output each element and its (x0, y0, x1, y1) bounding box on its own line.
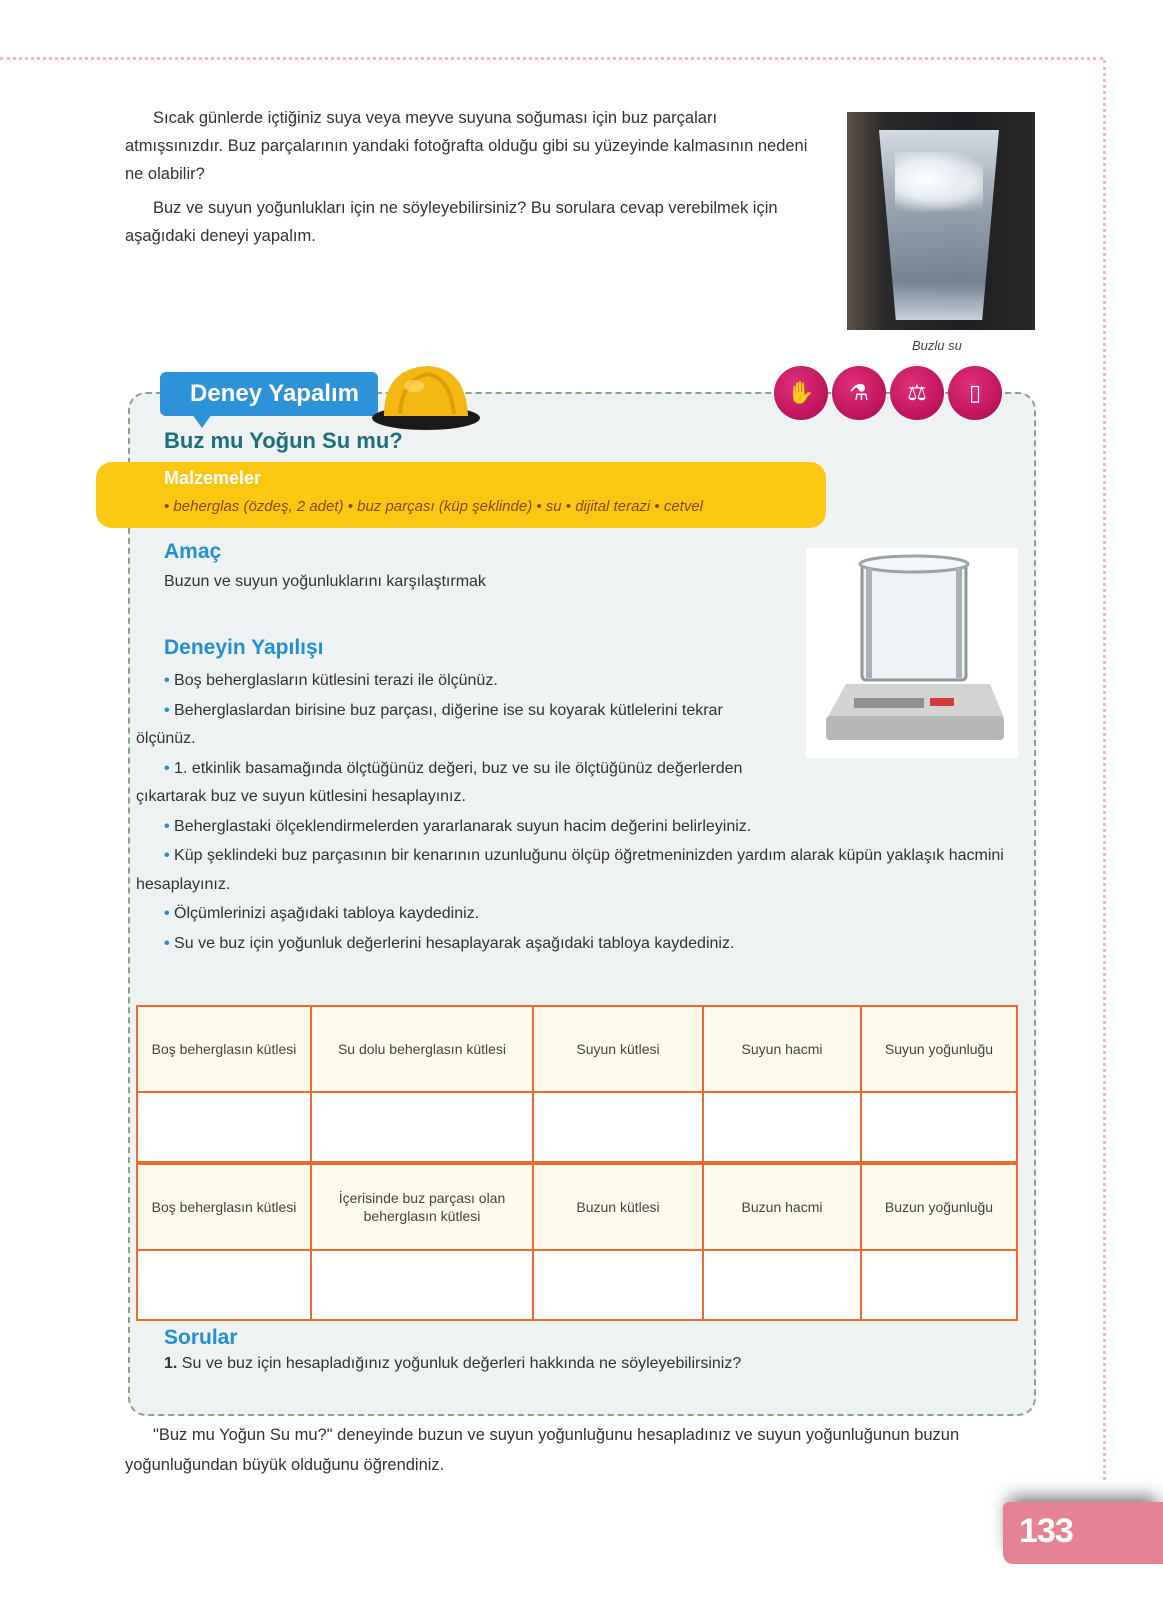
procedure-step: • 1. etkinlik basamağında ölçtüğünüz değeri, buz ve su ile ölçtüğünüz değerlerden çıkartarak buz ve suyun kütlesini hesaplayınız. (136, 759, 743, 805)
table-input-cell[interactable] (137, 1250, 311, 1320)
page-border-right (1103, 60, 1106, 1480)
procedure-step: • Ölçümlerinizi aşağıdaki tabloya kaydediniz. (164, 905, 480, 922)
question-text: Su ve buz için hesapladığınız yoğunluk değerleri hakkında ne söyleyebilirsiniz? (181, 1355, 742, 1372)
table-input-cell[interactable] (703, 1250, 861, 1320)
table-header-cell: Buzun yoğunluğu (861, 1163, 1017, 1250)
question-item (164, 1355, 741, 1373)
table-header-cell: Su dolu beherglasın kütlesi (311, 1006, 533, 1092)
procedure-step: • Beherglastaki ölçeklendirmelerden yararlanarak suyun hacim değerini belirleyiniz. (164, 817, 752, 835)
aim-text: Buzun ve suyun yoğunluklarını karşılaştırmak (164, 573, 486, 590)
ice-value-row (137, 1250, 1017, 1320)
measurement-table (136, 1005, 1018, 1321)
experiment-tab: Deney Yapalım (160, 372, 378, 416)
lab-glassware-icon: ⚗ (832, 366, 886, 420)
table-input-cell[interactable] (137, 1092, 311, 1163)
procedure-step: • Küp şeklindeki buz parçasının bir kenarının uzunluğunu ölçüp öğretmeninizden yardım alarak küpün yaklaşık hacmini hesaplayınız. (136, 847, 1004, 893)
materials-box (96, 462, 826, 528)
procedure-step: • Beherglaslardan birisine buz parçası, diğerine ise su koyarak kütlelerini tekrar ölçünüz. (136, 701, 723, 747)
table-input-cell[interactable] (311, 1092, 533, 1163)
page-number-tab (1003, 1502, 1163, 1564)
ice-header-row (137, 1163, 1017, 1250)
bullet-icon: • (164, 701, 175, 719)
experiment-title: Buz mu Yoğun Su mu? (164, 428, 403, 453)
bullet-icon: • (164, 817, 175, 835)
table-header-cell: Buzun hacmi (703, 1163, 861, 1250)
hand-wash-icon: ✋ (774, 366, 828, 420)
table-header-cell: Buzun kütlesi (533, 1163, 703, 1250)
question-number: 1. (164, 1355, 178, 1372)
table-input-cell[interactable] (311, 1250, 533, 1320)
table-header-cell: İçerisinde buz parçası olan beherglasın kütlesi (311, 1163, 533, 1250)
water-header-row (137, 1006, 1017, 1092)
photo-caption: Buzlu su (912, 338, 962, 353)
page-border-top (0, 57, 1103, 60)
procedure-heading: Deneyin Yapılışı (164, 636, 324, 659)
procedure-step: • Boş beherglasların kütlesini terazi ile ölçünüz. (164, 672, 498, 689)
table-header-cell: Suyun hacmi (703, 1006, 861, 1092)
bullet-icon: • (164, 905, 175, 922)
ice-water-photo (847, 112, 1035, 330)
table-header-cell: Boş beherglasın kütlesi (137, 1006, 311, 1092)
intro-text (125, 104, 815, 256)
procedure-steps (136, 667, 1016, 959)
outro-paragraph: "Buz mu Yoğun Su mu?" deneyinde buzun ve suyun yoğunluğunu hesapladınız ve suyun yoğunluğunun buzun yoğunluğundan büyük olduğunu öğrendiniz. (125, 1426, 960, 1474)
table-header-cell: Suyun yoğunluğu (861, 1006, 1017, 1092)
ice-cubes (895, 152, 983, 212)
bullet-icon: • (164, 759, 175, 777)
table-input-cell[interactable] (703, 1092, 861, 1163)
safety-icons (774, 366, 1002, 420)
measuring-cylinder-icon: ⚖ (890, 366, 944, 420)
bullet-icon: • (164, 672, 175, 689)
materials-title: Malzemeler (164, 468, 262, 488)
page-number: 133 (1019, 1512, 1073, 1550)
hard-hat-icon (370, 358, 482, 436)
tab-pointer (192, 414, 212, 428)
bullet-icon: • (164, 934, 175, 952)
table-input-cell[interactable] (533, 1250, 703, 1320)
procedure-step: • Su ve buz için yoğunluk değerlerini hesaplayarak aşağıdaki tabloya kaydediniz. (164, 934, 735, 952)
intro-paragraph: Buz ve suyun yoğunlukları için ne söyleyebilirsiniz? Bu sorulara cevap verebilmek için aşağıdaki deneyi yapalım. (125, 199, 778, 245)
materials-list: • beherglas (özdeş, 2 adet) • buz parçası (küp şeklinde) • su • dijital terazi • cetvel (164, 498, 704, 515)
water-value-row (137, 1092, 1017, 1163)
spray-bottle-icon: ▯ (948, 366, 1002, 420)
table-header-cell: Suyun kütlesi (533, 1006, 703, 1092)
questions-heading: Sorular (164, 1326, 238, 1349)
intro-paragraph: Sıcak günlerde içtiğiniz suya veya meyve suyuna soğuması için buz parçaları atmışsınızdır. Buz parçalarının yandaki fotoğrafta olduğu gibi su yüzeyinde kalmasının nedeni ne olabilir? (125, 109, 808, 183)
outro-text (125, 1420, 1025, 1480)
table-input-cell[interactable] (861, 1250, 1017, 1320)
bullet-icon: • (164, 847, 175, 864)
table-header-cell: Boş beherglasın kütlesi (137, 1163, 311, 1250)
aim-heading: Amaç (164, 540, 222, 563)
table-input-cell[interactable] (861, 1092, 1017, 1163)
table-input-cell[interactable] (533, 1092, 703, 1163)
